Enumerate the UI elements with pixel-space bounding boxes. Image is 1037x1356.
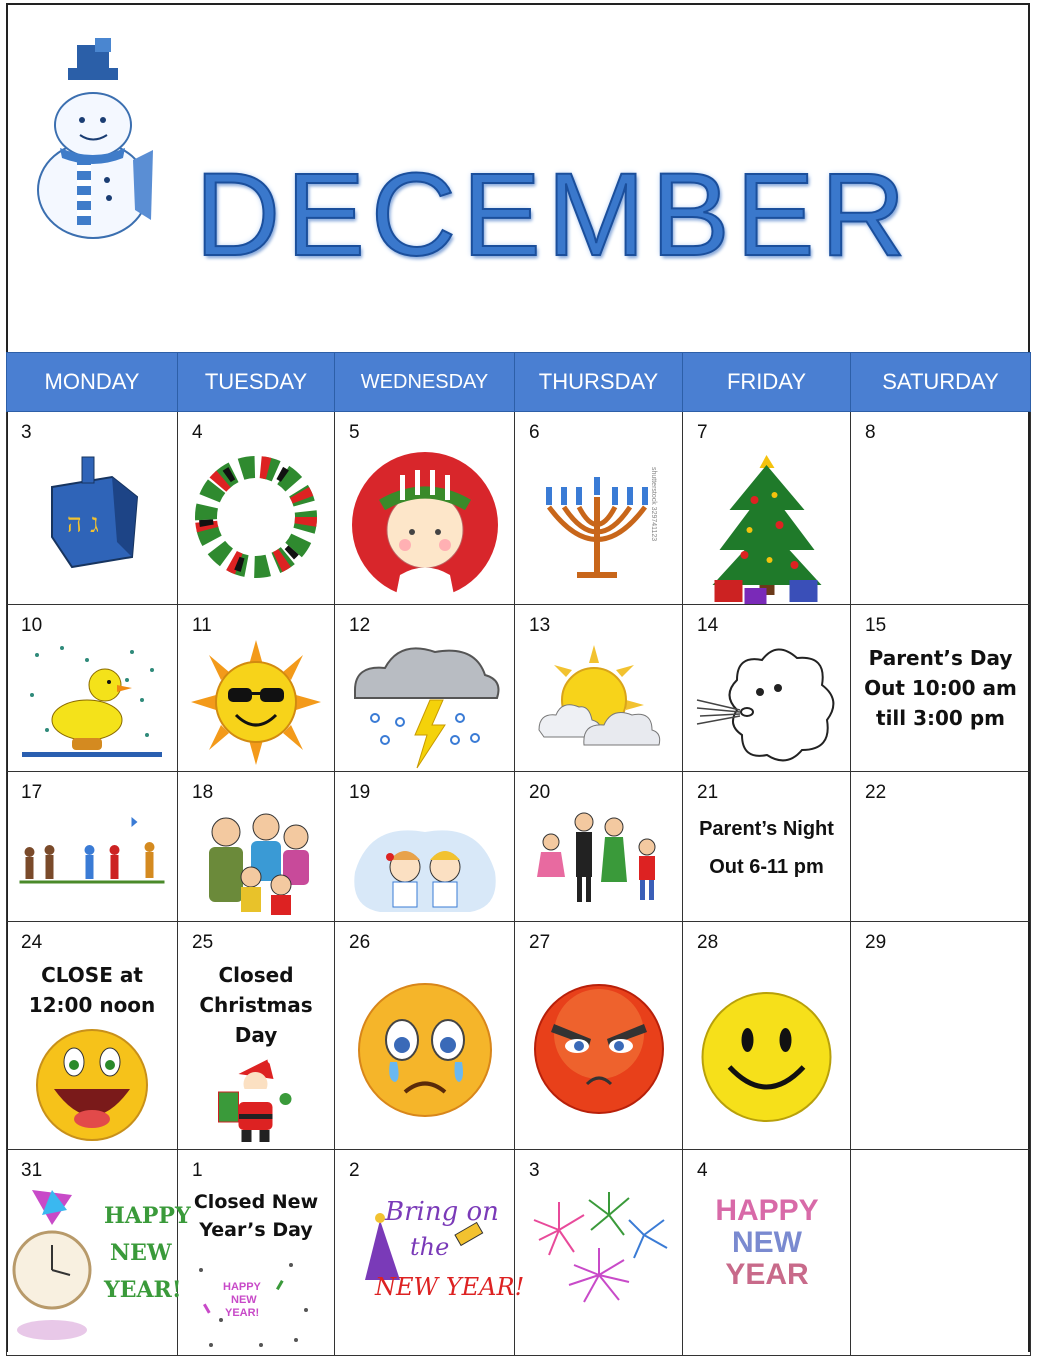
weekday-saturday: SATURDAY [851,353,1031,412]
day-cell [683,605,851,772]
day-number: 14 [697,615,719,636]
svg-text:HAPPY: HAPPY [714,1194,819,1227]
svg-text:NEW: NEW [110,1240,172,1266]
week-row [7,412,1031,605]
svg-text:YEAR!: YEAR! [225,1307,260,1319]
day-cell [7,605,178,772]
day-cell [178,412,335,605]
two-kids-icon [350,812,500,922]
day-cell [515,922,683,1150]
day-cell [851,922,1031,1150]
day-number: 31 [21,1160,43,1181]
event-note: Closed New Year’s Day [193,1191,319,1241]
day-cell [178,922,335,1150]
day-number: 11 [192,615,212,636]
children-playing-icon [20,812,165,887]
day-cell [7,772,178,922]
month-title: DECEMBER [195,149,912,281]
duck-in-rain-icon [17,640,167,765]
day-cell [335,605,515,772]
day-cell [7,1150,191,1356]
day-number: 22 [865,782,887,803]
svg-text:HAPPY: HAPPY [104,1203,191,1229]
wind-cloud-icon [692,640,842,770]
day-cell [683,1150,851,1356]
day-cell [7,412,178,605]
day-number: 24 [21,932,43,953]
weekday-friday: FRIDAY [683,353,851,412]
day-cell [7,922,178,1150]
day-number: 19 [349,782,371,803]
day-cell [515,605,683,772]
day-number: 4 [697,1160,708,1181]
day-number: 17 [21,782,43,803]
day-number: 29 [865,932,887,953]
day-number: 8 [865,422,876,443]
svg-text:shutterstock 329741123: shutterstock 329741123 [649,467,657,542]
weekday-wednesday: WEDNESDAY [335,353,515,412]
day-cell [515,772,683,922]
day-number: 6 [529,422,540,443]
day-number: 3 [529,1160,540,1181]
day-cell [335,412,515,605]
day-number: 1 [192,1160,203,1181]
svg-text:HAPPY: HAPPY [223,1281,261,1293]
day-cell [683,922,851,1150]
svg-text:NEW: NEW [731,1226,802,1259]
day-cell [851,605,1031,772]
day-number: 15 [865,615,887,636]
partly-cloudy-icon [534,645,664,760]
day-number: 7 [697,422,708,443]
day-number: 20 [529,782,551,803]
day-cell [683,412,851,605]
day-cell [851,772,1031,922]
dreidel-icon [37,452,147,572]
weekday-header-row [7,353,1031,412]
event-note: Parent’s Day Out 10:00 am till 3:00 pm [864,646,1017,730]
family-holding-hands-icon [529,812,669,907]
day-cell [683,772,851,922]
confetti-icon [191,1250,321,1355]
svg-text:ג ה: ג ה [67,509,99,539]
day-number: 10 [21,615,43,636]
day-number: 12 [349,615,371,636]
storm-cloud-icon [345,640,505,770]
day-cell [335,772,515,922]
event-note: Closed Christmas Day [199,963,313,1047]
day-cell [178,605,335,772]
week-row [7,922,1031,1150]
santa-icon [214,1054,299,1144]
day-number: 2 [349,1160,360,1181]
sun-with-sunglasses-icon [191,640,321,765]
day-cell [851,1150,1031,1356]
calendar-grid [6,352,1031,1356]
menorah-icon [534,462,664,587]
santa-lucia-girl-icon [350,450,500,600]
day-cell [178,1150,335,1356]
day-cell [335,922,515,1150]
event-note: CLOSE at 12:00 noon [28,963,156,1017]
weekday-thursday: THURSDAY [515,353,683,412]
day-number: 28 [697,932,719,953]
svg-text:YEAR!: YEAR! [104,1277,182,1303]
day-number: 3 [21,422,32,443]
day-number: 21 [697,782,719,803]
weekday-tuesday: TUESDAY [178,353,335,412]
day-number: 13 [529,615,551,636]
family-group-icon [191,807,321,917]
svg-text:YEAR: YEAR [724,1258,809,1291]
handprint-wreath-icon [191,452,321,582]
week-row [7,772,1031,922]
day-cell [515,412,683,605]
angry-face-icon [529,984,669,1114]
fireworks-icon [529,1190,669,1310]
event-note: Parent’s Night Out 6-11 pm [699,818,834,878]
happy-new-year-text-icon [707,1192,827,1292]
svg-text:NEW YEAR!: NEW YEAR! [374,1273,524,1301]
day-number: 25 [192,932,214,953]
svg-text:Bring on: Bring on [384,1197,499,1227]
happy-new-year-clock-icon [12,1185,191,1355]
day-number: 4 [192,422,203,443]
day-number: 27 [529,932,551,953]
day-cell [335,1150,524,1356]
weekday-monday: MONDAY [7,353,178,412]
week-row [7,605,1031,772]
laughing-face-icon [32,1027,152,1142]
day-cell [851,412,1031,605]
smiley-face-icon [699,992,834,1122]
day-number: 18 [192,782,214,803]
day-cell [178,772,335,922]
crying-face-icon [355,980,495,1120]
day-cell [515,1150,683,1356]
day-number: 5 [349,422,360,443]
snowman-icon [25,40,160,240]
svg-text:NEW: NEW [231,1294,257,1306]
week-row [7,1150,1031,1356]
bring-on-new-year-icon [355,1180,524,1315]
day-number: 26 [349,932,371,953]
christmas-tree-icon [704,450,829,605]
svg-text:the: the [409,1233,449,1261]
